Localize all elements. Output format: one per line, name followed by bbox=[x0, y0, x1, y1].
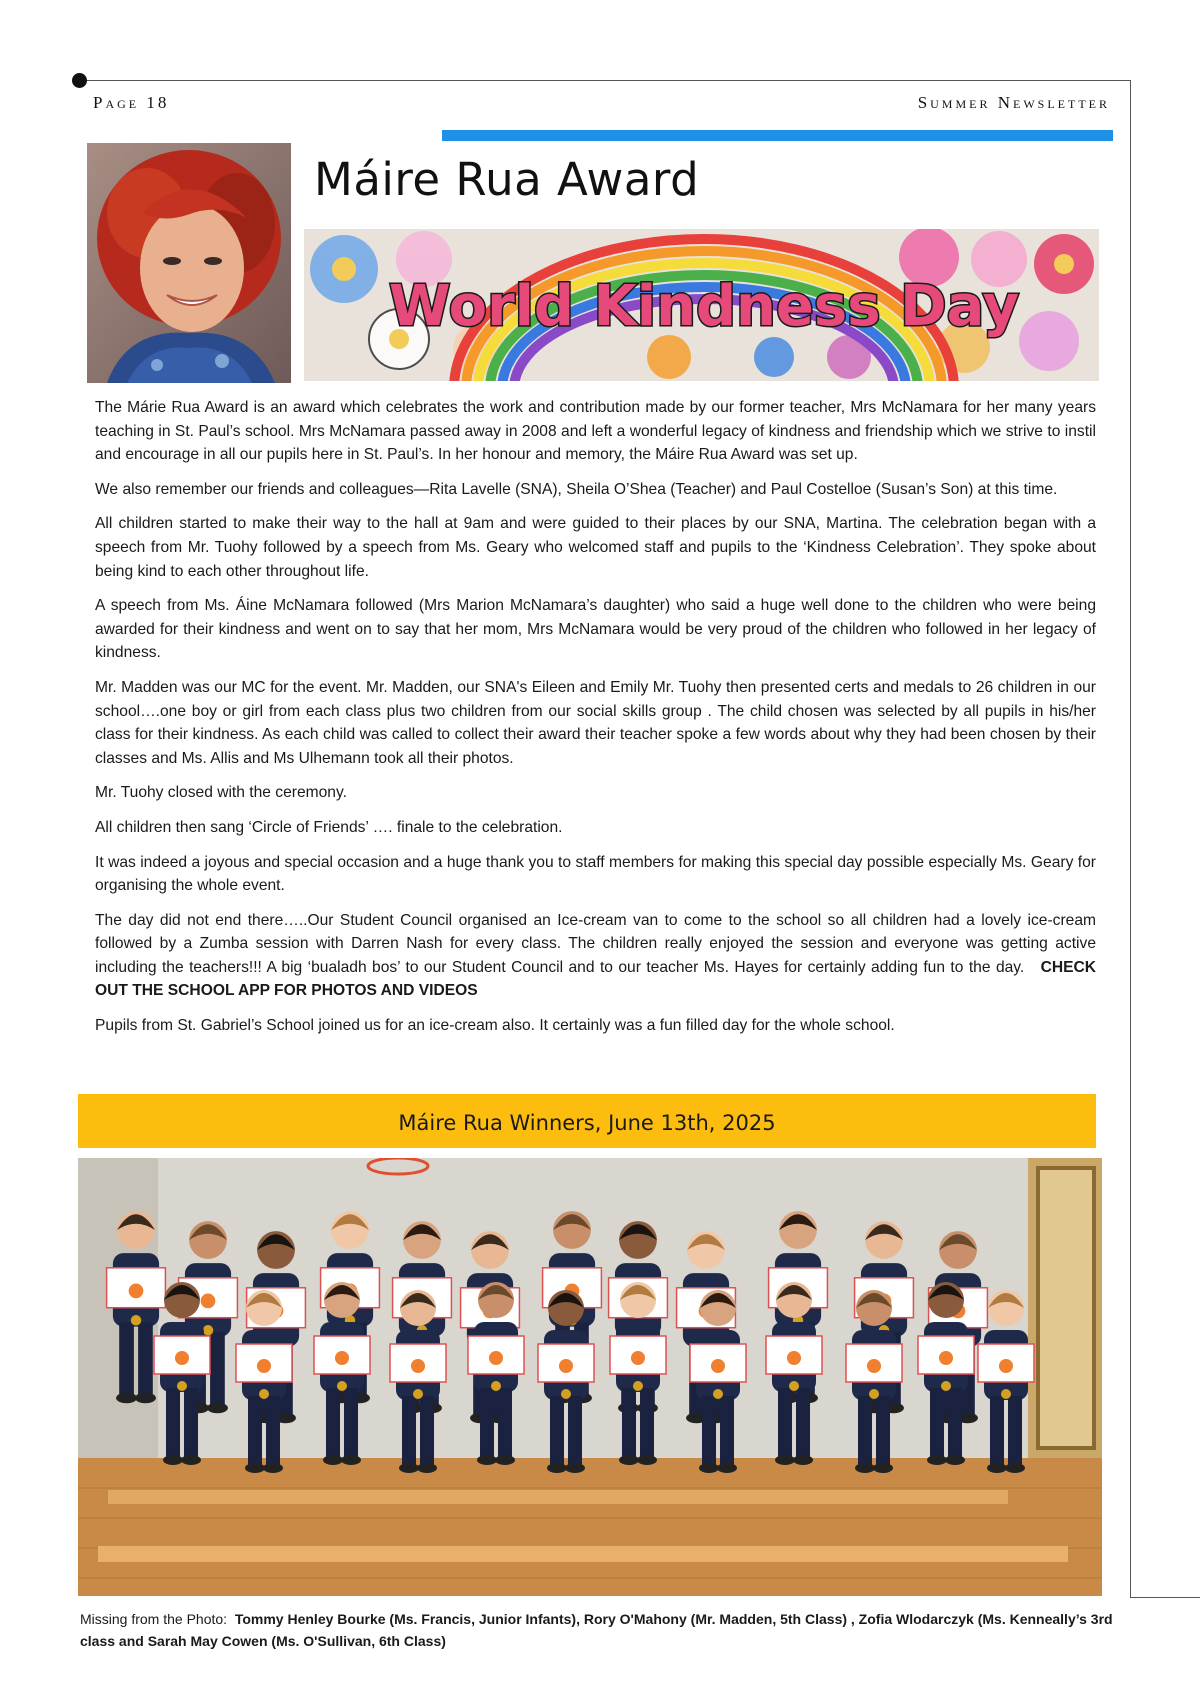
banner-text: World Kindness Day bbox=[388, 274, 1020, 339]
article-paragraph-8: It was indeed a joyous and special occasion and a huge thank you to staff members for making this special day possible especially Ms. Geary for organising the whole event. bbox=[95, 853, 1096, 895]
page-frame-bottom-rule bbox=[1130, 1597, 1200, 1598]
article-paragraph-6: Mr. Tuohy closed with the ceremony. bbox=[95, 784, 347, 802]
article-paragraph-3: All children started to make their way to the hall at 9am and were guided to their places by our SNA, Martina. The celebration began with a speech from Mr. Tuohy followed by a speech from Ms. Geary who welcomed staff and pupils to the ‘Kindness Celebration’. They spoke about being kind to each other throughout life. bbox=[95, 515, 1096, 580]
missing-names: Tommy Henley Bourke (Ms. Francis, Junior Infants), Rory O'Mahony (Mr. Madden, 5th Class) , Zofia Wlodarczyk (Ms. Kenneally’s 3rd class and Sarah May Cowen (Ms. O'Sullivan, 6th Class) bbox=[80, 1611, 1113, 1649]
article-paragraph-9 bbox=[95, 909, 1096, 1003]
frame-corner-dot bbox=[72, 73, 87, 88]
page-number: Page 18 bbox=[93, 93, 170, 112]
winners-group-photo bbox=[78, 1158, 1102, 1596]
missing-label: Missing from the Photo: bbox=[80, 1611, 228, 1627]
header-accent-bar bbox=[442, 130, 1113, 141]
article-paragraph-2: We also remember our friends and colleagues—Rita Lavelle (SNA), Sheila O’Shea (Teacher) and Paul Costelloe (Susan’s Son) at this time. bbox=[95, 480, 1058, 498]
page-frame-top-rule bbox=[80, 80, 1131, 81]
article-paragraph-1: The Márie Rua Award is an award which celebrates the work and contribution made by our former teacher, Mrs McNamara for her many years teaching in St. Paul’s school. Mrs McNamara passed away in 2008 and left a wonderful legacy of kindness and friendship which we strive to instil and encourage in all our pupils here in St. Paul’s. In her honour and memory, the Máire Rua Award was set up. bbox=[95, 399, 1096, 464]
article-paragraph-10: Pupils from St. Gabriel’s School joined us for an ice-cream also. It certainly was a fun filled day for the whole school. bbox=[95, 1017, 895, 1035]
winners-title: Máire Rua Winners, June 13th, 2025 bbox=[398, 1111, 776, 1135]
portrait-photo bbox=[87, 143, 291, 383]
article-paragraph-4: A speech from Ms. Áine McNamara followed (Mrs Marion McNamara’s daughter) who said a huge well done to the children who were being awarded for their kindness and went on to say that her mom, Mrs McNamara would be very proud of the children who followed in her legacy of kindness. bbox=[95, 597, 1096, 662]
school-app-callout: CHECK OUT THE SCHOOL APP FOR PHOTOS AND VIDEOS bbox=[95, 958, 1097, 1000]
article-body bbox=[95, 396, 1096, 1049]
article-paragraph-5: Mr. Madden was our MC for the event. Mr. Madden, our SNA's Eileen and Emily Mr. Tuohy then presented certs and medals to 26 children in our school….one boy or girl from each class plus two children from our social skills group . The child chosen was selected by all pupils in his/her class for their kindness. As each child was called to collect their award their teacher spoke a few words about why they had been chosen by their classes and Ms. Allis and Ms Ulhemann took all their photos. bbox=[95, 678, 1096, 767]
article-paragraph-9-text: The day did not end there…..Our Student Council organised an Ice-cream van to come to the school so all children had a lovely ice-cream followed by a Zumba session with Darren Nash for every class. The children really enjoyed the session and everyone was getting active including the teachers!!! A big ‘bualadh bos’ to our Student Council and to our teacher Ms. Hayes for certainly adding fun to the day. bbox=[95, 911, 1096, 976]
world-kindness-day-banner bbox=[304, 229, 1099, 381]
page-frame-right-rule bbox=[1130, 80, 1131, 1598]
article-paragraph-7: All children then sang ‘Circle of Friends’ …. finale to the celebration. bbox=[95, 818, 563, 836]
article-title: Máire Rua Award bbox=[314, 153, 700, 206]
newsletter-title: Summer Newsletter bbox=[917, 93, 1110, 112]
winners-banner bbox=[78, 1094, 1096, 1148]
missing-from-photo-note bbox=[80, 1608, 1120, 1652]
